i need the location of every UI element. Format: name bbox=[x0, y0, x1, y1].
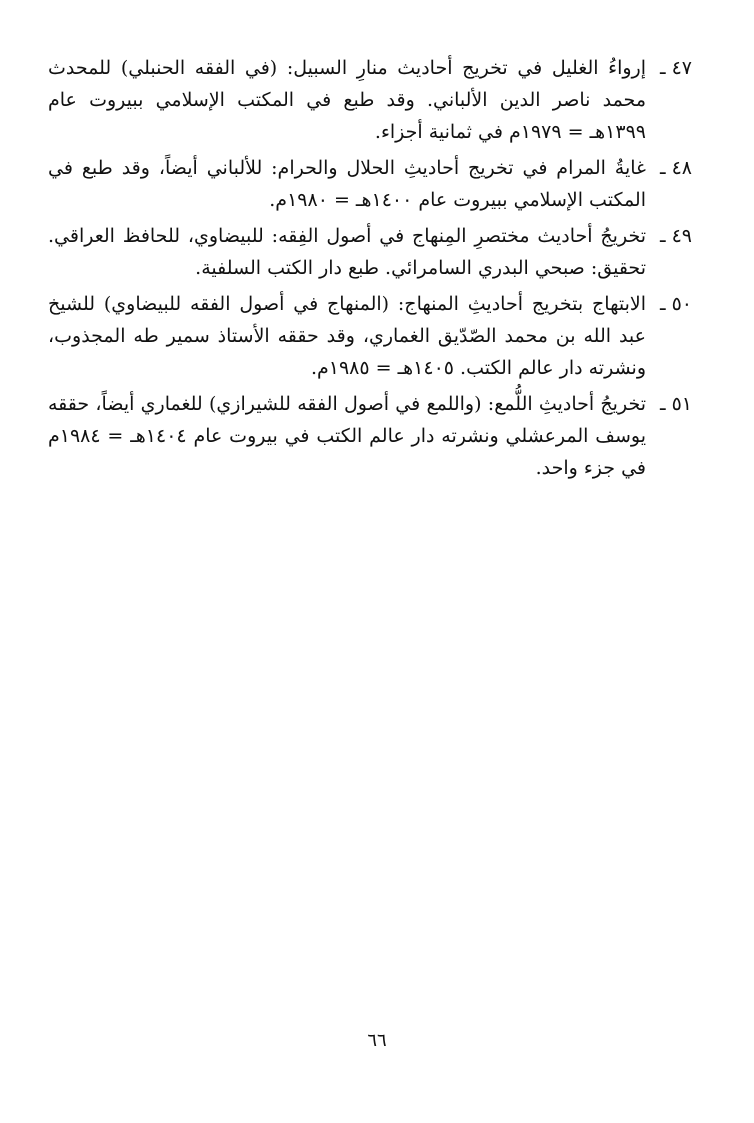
bibliography-list bbox=[48, 52, 692, 488]
entry-number: ٥٠ ـ bbox=[659, 293, 692, 315]
bibliography-entry-49 bbox=[48, 220, 692, 284]
entry-number: ٥١ ـ bbox=[659, 393, 692, 415]
entry-number: ٤٩ ـ bbox=[659, 225, 692, 247]
bibliography-entry-47 bbox=[48, 52, 692, 148]
entry-text: إرواءُ الغليل في تخريج أحاديث منارِ السبيل: (في الفقه الحنبلي) للمحدث محمد ناصر الدين الألباني. وقد طبع في المكتب الإسلامي ببيروت عام ١٣٩٩هـ = ١٩٧٩م في ثمانية أجزاء. bbox=[48, 57, 646, 143]
entry-text: تخريجُ أحاديث مختصرِ المِنهاج في أصول الفِقه: للبيضاوي، للحافظ العراقي. تحقيق: صبحي البدري السامرائي. طبع دار الكتب السلفية. bbox=[48, 225, 646, 279]
entry-text: الابتهاج بتخريج أحاديثِ المنهاج: (المنهاج في أصول الفقه للبيضاوي) للشيخ عبد الله بن محمد الصّدّيق الغماري، وقد حققه الأستاذ سمير طه المجذوب، ونشرته دار عالم الكتب. ١٤٠٥هـ = ١٩٨٥م. bbox=[48, 293, 646, 379]
bibliography-entry-51 bbox=[48, 388, 692, 484]
entry-text: غايةُ المرام في تخريج أحاديثِ الحلال والحرام: للألباني أيضاً، وقد طبع في المكتب الإسلامي ببيروت عام ١٤٠٠هـ = ١٩٨٠م. bbox=[48, 157, 646, 211]
bibliography-entry-50 bbox=[48, 288, 692, 384]
bibliography-entry-48 bbox=[48, 152, 692, 216]
page-number: ٦٦ bbox=[367, 1030, 387, 1051]
entry-text: تخريجُ أحاديثِ اللُّمع: (واللمع في أصول الفقه للشيرازي) للغماري أيضاً، حققه يوسف المرعشلي ونشرته دار عالم الكتب في بيروت عام ١٤٠٤هـ = ١٩٨٤م في جزء واحد. bbox=[48, 393, 646, 479]
entry-number: ٤٧ ـ bbox=[659, 57, 692, 79]
entry-number: ٤٨ ـ bbox=[659, 157, 692, 179]
